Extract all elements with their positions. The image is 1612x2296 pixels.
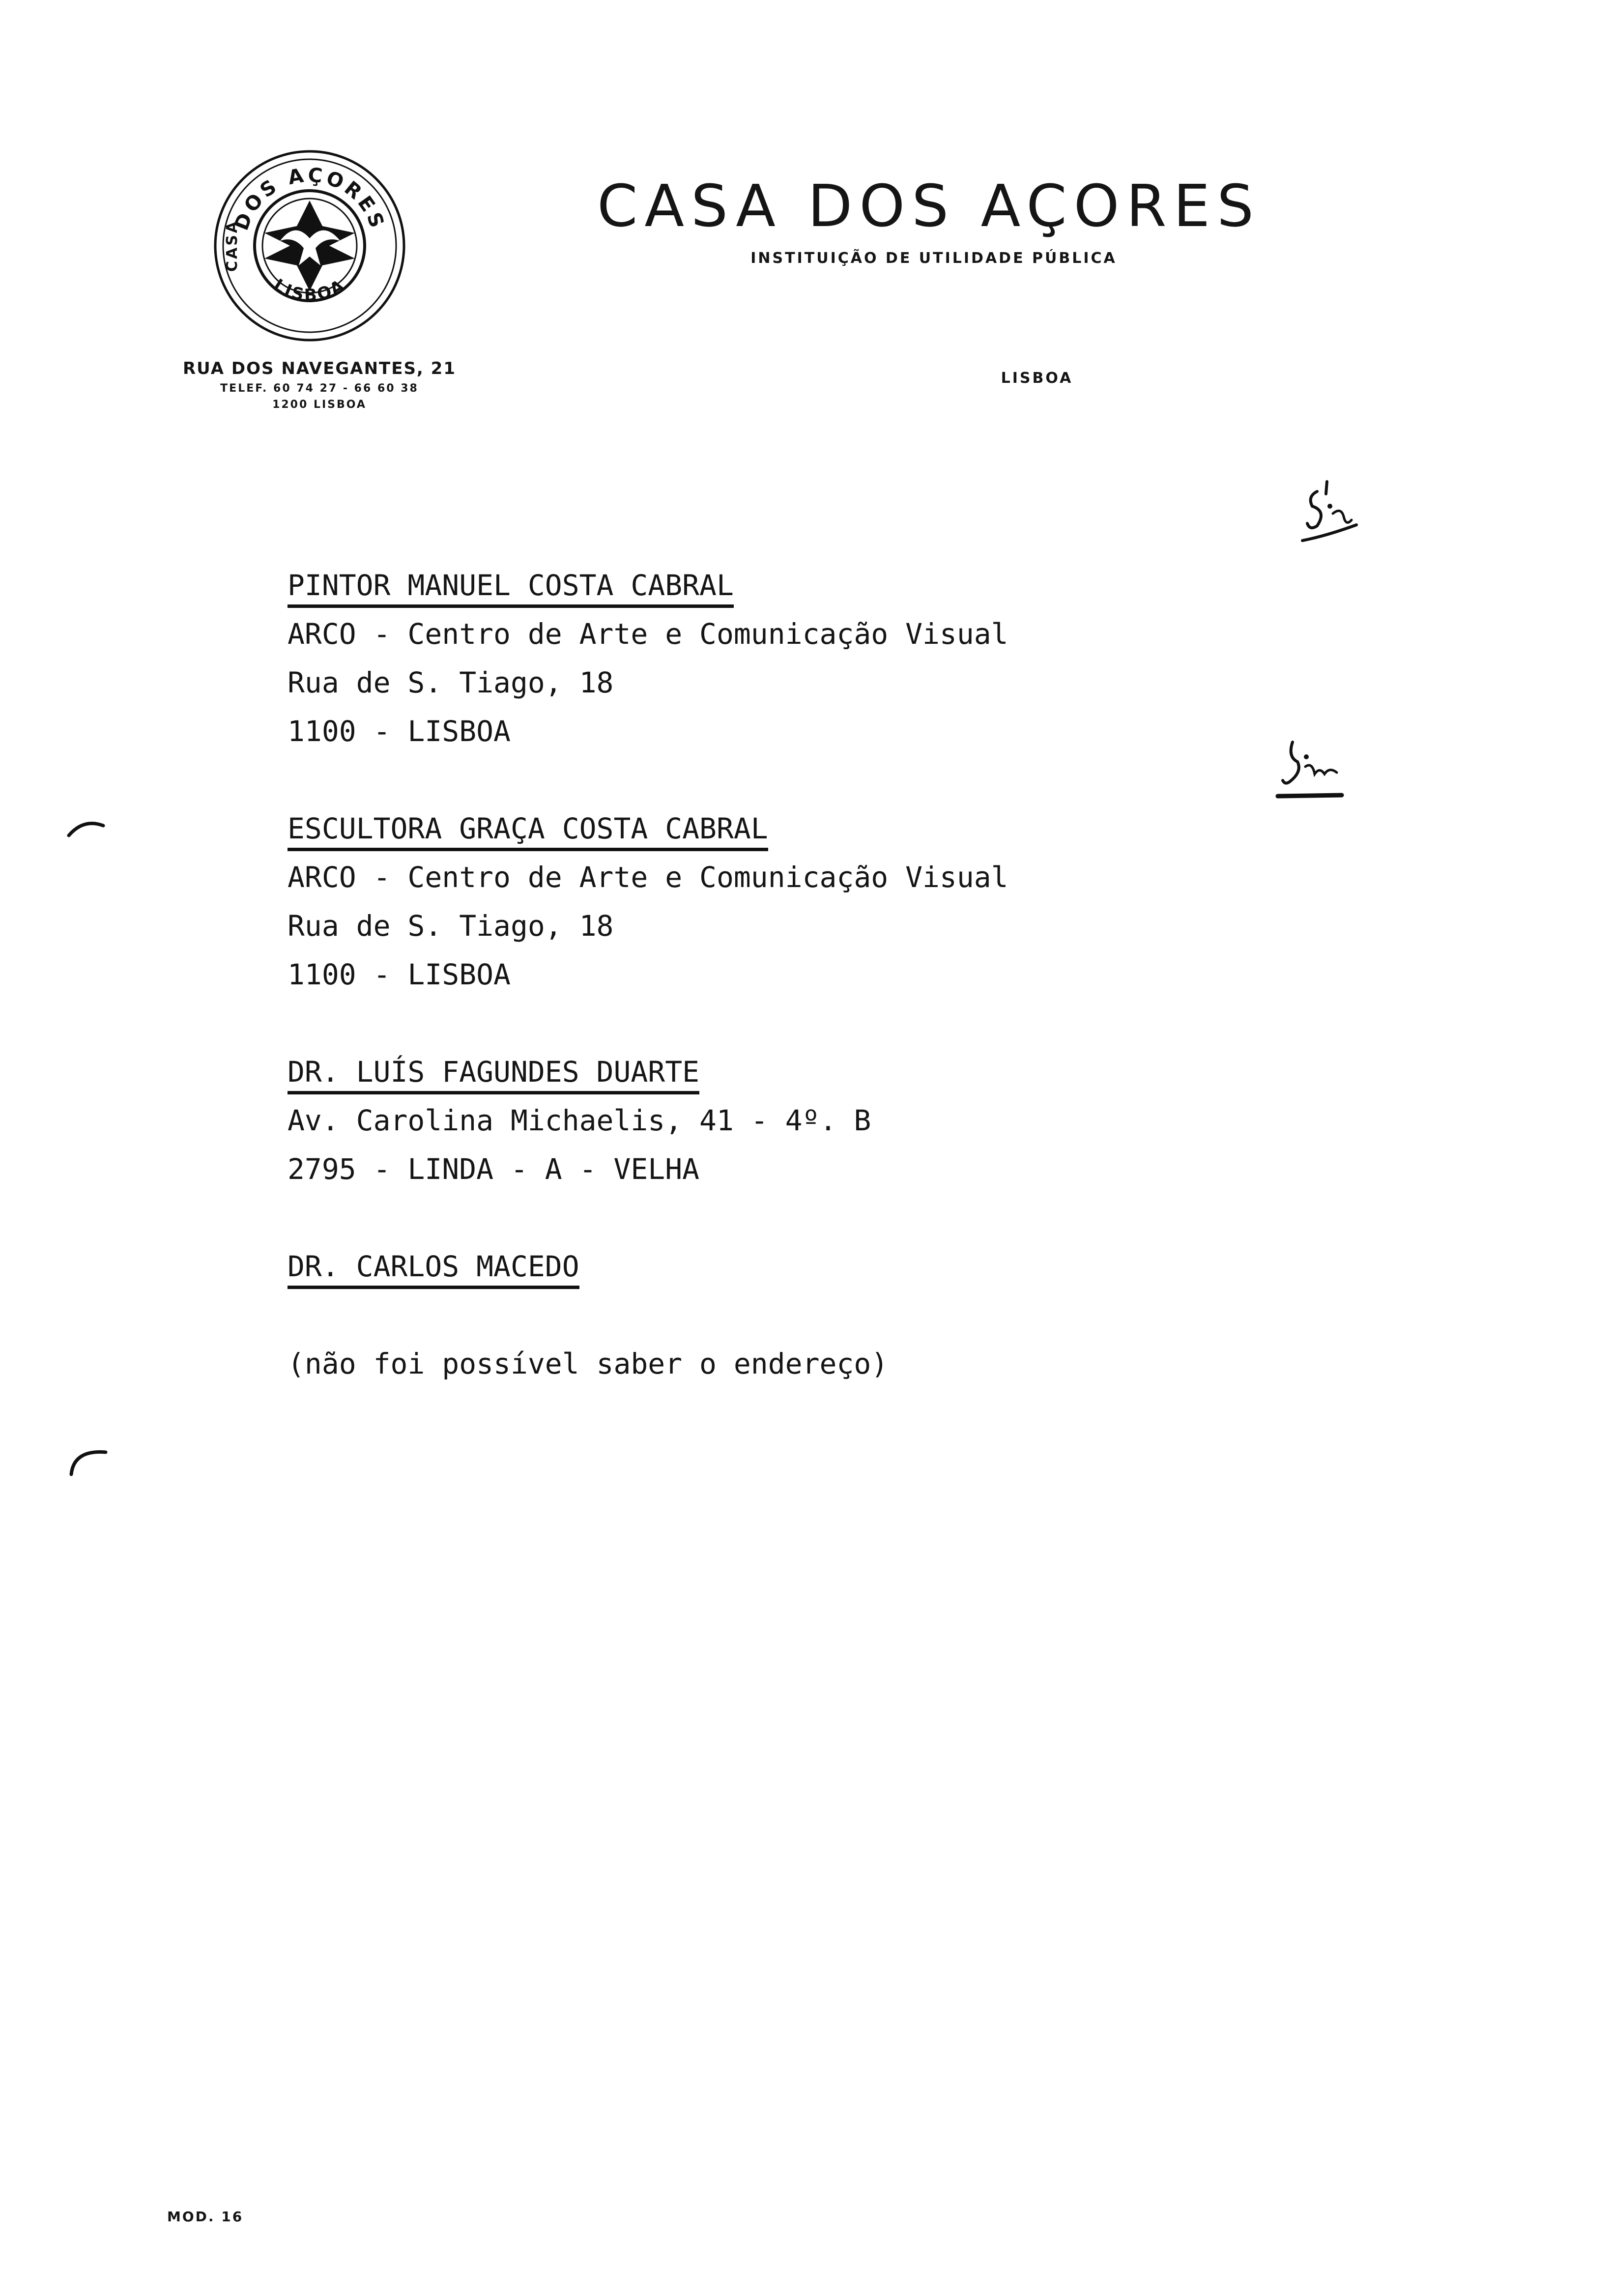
address-line: ARCO - Centro de Arte e Comunicação Visual [288, 861, 1008, 894]
sender-address [147, 359, 491, 411]
address-line: Rua de S. Tiago, 18 [288, 666, 614, 699]
recipient-1-name-line [288, 561, 1369, 610]
address-line: ARCO - Centro de Arte e Comunicação Visual [288, 617, 1008, 651]
recipient-2-name-line [288, 804, 1369, 853]
seal-logo [211, 147, 408, 344]
scan-mark [64, 816, 108, 850]
recipient-name: PINTOR MANUEL COSTA CABRAL [288, 571, 734, 608]
organization-name: CASA DOS AÇORES [597, 172, 1261, 240]
address-line: Av. Carolina Michaelis, 41 - 4º. B [288, 1104, 871, 1137]
recipient-4-name-line [288, 1242, 1369, 1291]
recipient-name: DR. CARLOS MACEDO [288, 1252, 579, 1289]
handwritten-initial-mark [1273, 727, 1352, 806]
address-line: 2795 - LINDA - A - VELHA [288, 1152, 700, 1186]
recipient-3-name-line [288, 1048, 1369, 1096]
recipient-name: DR. LUÍS FAGUNDES DUARTE [288, 1058, 699, 1094]
address-unknown-note: (não foi possível saber o endereço) [288, 1347, 889, 1380]
sender-street: RUA DOS NAVEGANTES, 21 [183, 359, 456, 378]
scan-mark [64, 1440, 113, 1484]
address-line: Rua de S. Tiago, 18 [288, 909, 614, 943]
seal-text-bottom: LISBOA [270, 275, 349, 306]
seal-text-left: CASA [224, 219, 241, 272]
form-code: MOD. 16 [167, 2209, 244, 2225]
address-line: 1100 - LISBOA [288, 958, 511, 991]
recipient-list [288, 561, 1369, 1388]
seal-text-top: DOS AÇORES [230, 164, 389, 233]
address-line: 1100 - LISBOA [288, 715, 511, 748]
recipient-name: ESCULTORA GRAÇA COSTA CABRAL [288, 814, 768, 851]
handwritten-initial-mark [1297, 472, 1361, 550]
organization-subtitle: INSTITUIÇÃO DE UTILIDADE PÚBLICA [750, 250, 1117, 267]
sender-phone: TELEF. 60 74 27 - 66 60 38 [220, 382, 419, 395]
sender-postal: 1200 LISBOA [272, 399, 367, 411]
city-label: LISBOA [1001, 370, 1073, 387]
